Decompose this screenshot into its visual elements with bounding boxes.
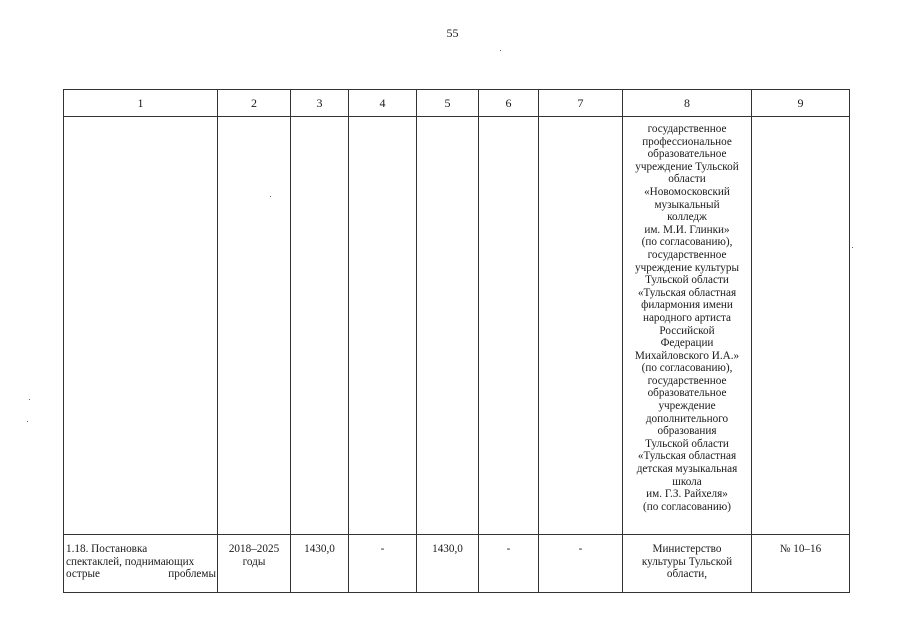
value-cell: - (479, 535, 539, 593)
executors-line: (по согласованию) (643, 500, 731, 513)
empty-cell (417, 117, 479, 535)
executors-line: им. Г.З. Райхеля» (646, 488, 728, 501)
executors-line: учреждение (658, 400, 716, 413)
empty-cell (218, 117, 291, 535)
empty-cell (64, 117, 218, 535)
executors-line: «Тульская областная (637, 286, 737, 299)
executors-cell (623, 117, 752, 535)
executors-line: колледж (667, 211, 707, 224)
column-header: 2 (218, 90, 291, 117)
executors-cell (623, 535, 752, 593)
executors-line: профессиональное (642, 135, 732, 148)
executors-line: культуры Тульской (641, 555, 733, 568)
indicator-cell: № 10–16 (752, 535, 850, 593)
program-table (63, 89, 850, 593)
executors-line: «Новомосковский (644, 185, 730, 198)
executors-line: детская музыкальная (636, 463, 738, 476)
activity-line: 1.18. Постановка (66, 543, 148, 555)
executors-line: им. М.И. Глинки» (644, 223, 730, 236)
executors-line: «Тульская областная (637, 450, 737, 463)
column-header: 1 (64, 90, 218, 117)
executors-line: дополнительного (645, 412, 729, 425)
executors-line: государственное (647, 248, 727, 261)
value-cell: 1430,0 (291, 535, 349, 593)
executors-line: филармония имени (641, 299, 733, 312)
empty-cell (752, 117, 850, 535)
empty-cell (349, 117, 417, 535)
executors-line: Федерации (660, 337, 714, 350)
executors-line: учреждение культуры (635, 261, 739, 274)
column-header: 7 (539, 90, 623, 117)
period-cell (218, 535, 291, 593)
executors-line: Тульской области (645, 274, 729, 287)
empty-cell (291, 117, 349, 535)
activity-line: спектаклей, поднимающих (66, 555, 195, 568)
executors-line: государственное (647, 123, 727, 135)
continuation-row (64, 117, 850, 535)
column-header: 9 (752, 90, 850, 117)
executors-line: государственное (647, 374, 727, 387)
executors-line: народного артиста (642, 311, 732, 324)
executors-line: Тульской области (645, 437, 729, 450)
executors-line: Министерство (652, 543, 722, 555)
executors-line: Михайловского И.А.» (634, 349, 740, 362)
column-header: 6 (479, 90, 539, 117)
period-line: 2018–2025 (228, 543, 280, 555)
column-header: 8 (623, 90, 752, 117)
period-line: годы (242, 555, 266, 568)
empty-cell (539, 117, 623, 535)
executors-line: области (668, 173, 706, 186)
value-cell: - (349, 535, 417, 593)
executors-line: (по согласованию), (641, 236, 733, 249)
executors-line: Российской (659, 324, 715, 337)
scan-speck (852, 247, 853, 248)
page-number: 55 (446, 26, 459, 40)
table-row (64, 535, 850, 593)
executors-line: образовательное (647, 387, 727, 400)
executors-line: области, (666, 568, 708, 581)
executors-line: учреждение Тульской (635, 160, 739, 173)
column-header: 5 (417, 90, 479, 117)
executors-line: образовательное (647, 148, 727, 161)
scan-speck (27, 421, 28, 422)
column-header: 4 (349, 90, 417, 117)
column-header: 3 (291, 90, 349, 117)
value-cell: - (539, 535, 623, 593)
empty-cell (479, 117, 539, 535)
executors-line: образования (657, 425, 717, 438)
activity-line: острые проблемы (66, 568, 216, 581)
executors-line: музыкальный (654, 198, 720, 211)
executors-line: школа (672, 475, 702, 488)
executors-line: (по согласованию), (641, 362, 733, 375)
scan-speck (29, 399, 30, 400)
column-header-row (64, 90, 850, 117)
scan-speck (500, 50, 501, 51)
value-cell: 1430,0 (417, 535, 479, 593)
activity-cell (64, 535, 218, 593)
